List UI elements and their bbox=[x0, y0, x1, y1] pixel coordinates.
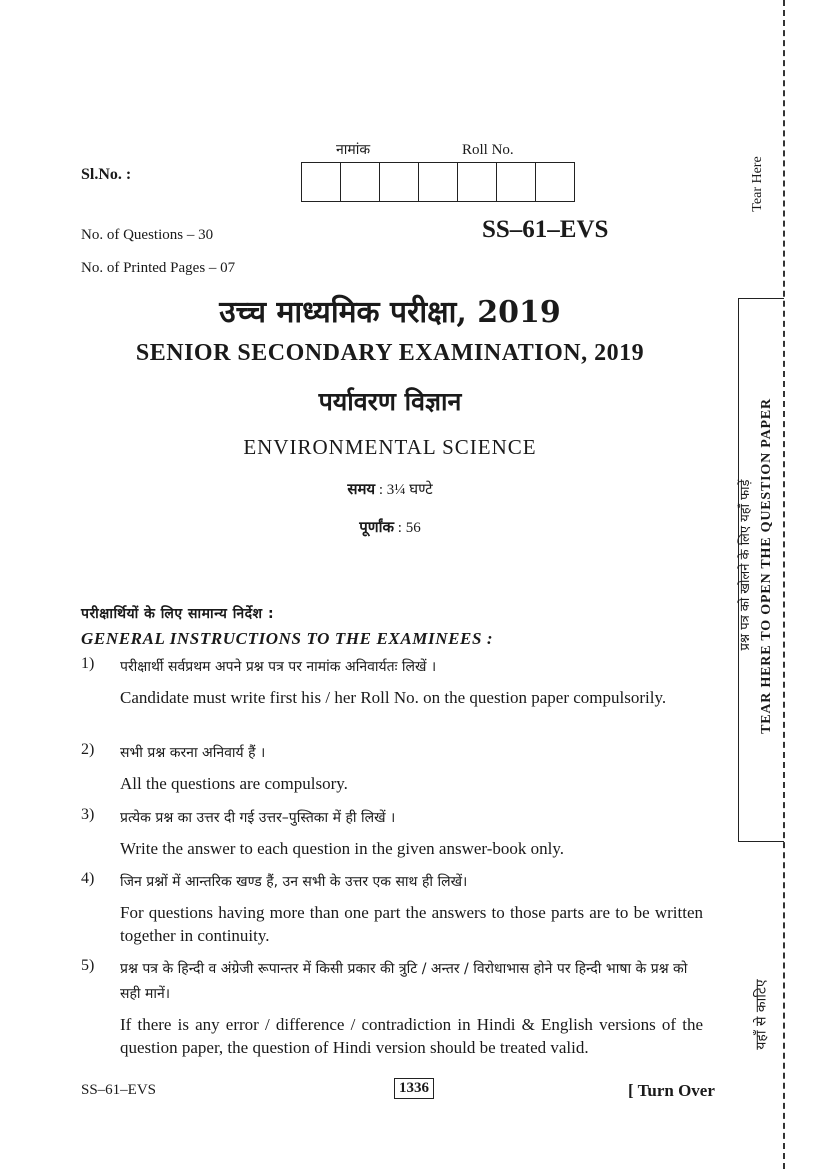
time-value: : 3¼ घण्टे bbox=[375, 482, 433, 498]
instruction-item bbox=[81, 806, 703, 860]
time-allowed bbox=[0, 479, 780, 499]
instruction-number: 3) bbox=[81, 806, 95, 823]
instruction-text: All the questions are compulsory. bbox=[120, 774, 348, 793]
tear-instruction-hindi: प्रश्न पत्र को खोलने के लिए यहाँ फाड़ें bbox=[738, 479, 753, 651]
roll-number-box[interactable] bbox=[380, 163, 419, 201]
number-of-printed-pages: No. of Printed Pages – 07 bbox=[81, 260, 236, 276]
cut-here-label-hindi: यहाँ से काटिए bbox=[753, 979, 770, 1050]
roll-number-label: Roll No. bbox=[462, 142, 514, 158]
roll-number-box[interactable] bbox=[458, 163, 497, 201]
footer-paper-number: 1336 bbox=[394, 1078, 434, 1099]
roll-number-box[interactable] bbox=[341, 163, 380, 201]
tear-here-label: Tear Here bbox=[750, 156, 765, 212]
serial-number-label: Sl.No. : bbox=[81, 166, 132, 183]
instruction-text-hindi: सभी प्रश्न करना अनिवार्य हैं । bbox=[120, 745, 266, 761]
instruction-text: Write the answer to each question in the given answer-book only. bbox=[120, 839, 564, 858]
number-of-questions: No. of Questions – 30 bbox=[81, 227, 214, 243]
instruction-item bbox=[81, 741, 703, 795]
instruction-item bbox=[81, 957, 703, 1059]
exam-title-hindi: उच्च माध्यमिक परीक्षा, 2019 bbox=[219, 295, 561, 330]
instruction-text: For questions having more than one part the answers to those parts are to be written together in continuity. bbox=[120, 903, 703, 945]
turn-over-label: [ Turn Over bbox=[628, 1081, 715, 1100]
exam-title: SENIOR SECONDARY EXAMINATION, 2019 bbox=[135, 340, 645, 366]
roll-number-box[interactable] bbox=[536, 163, 574, 201]
instruction-text-hindi: जिन प्रश्नों में आन्तरिक खण्ड हैं, उन सभी के उत्तर एक साथ ही लिखें। bbox=[120, 874, 468, 890]
marks-label: पूर्णांक bbox=[359, 518, 395, 536]
roll-number-boxes[interactable] bbox=[301, 162, 575, 202]
instruction-text-hindi: परीक्षार्थी सर्वप्रथम अपने प्रश्न पत्र पर नामांक अनिवार्यतः लिखें । bbox=[120, 659, 437, 675]
roll-number-box[interactable] bbox=[497, 163, 536, 201]
marks-value: : 56 bbox=[394, 520, 421, 536]
instruction-item bbox=[81, 870, 703, 947]
instruction-item bbox=[81, 655, 703, 709]
instruction-number: 5) bbox=[81, 957, 95, 974]
roll-number-box[interactable] bbox=[419, 163, 458, 201]
instruction-text-hindi: प्रत्येक प्रश्न का उत्तर दी गई उत्तर–पुस्तिका में ही लिखें । bbox=[120, 810, 396, 826]
instruction-number: 1) bbox=[81, 655, 95, 672]
time-label: समय bbox=[347, 480, 376, 498]
roll-number-label-hindi: नामांक bbox=[336, 142, 371, 158]
tear-instruction: TEAR HERE TO OPEN THE QUESTION PAPER bbox=[759, 398, 774, 734]
instruction-text: Candidate must write first his / her Roll No. on the question paper compulsorily. bbox=[120, 688, 667, 707]
instruction-text-hindi: प्रश्न पत्र के हिन्दी व अंग्रेजी रूपान्तर में किसी प्रकार की त्रुटि / अन्तर / विरोधाभास होने पर हिन्दी भाषा के प्रश्न को सही मानें। bbox=[120, 961, 688, 1002]
instruction-number: 2) bbox=[81, 741, 95, 758]
maximum-marks bbox=[0, 517, 780, 537]
subject-title: ENVIRONMENTAL SCIENCE bbox=[243, 435, 537, 459]
instruction-text: If there is any error / difference / contradiction in Hindi & English versions of the question paper, the question of Hindi version should be treated valid. bbox=[120, 1015, 703, 1057]
roll-number-box[interactable] bbox=[302, 163, 341, 201]
instructions-heading-hindi: परीक्षार्थियों के लिए सामान्य निर्देश : bbox=[81, 606, 275, 622]
paper-code: SS–61–EVS bbox=[482, 216, 609, 243]
instructions-heading: GENERAL INSTRUCTIONS TO THE EXAMINEES : bbox=[81, 629, 494, 648]
instruction-number: 4) bbox=[81, 870, 95, 887]
subject-title-hindi: पर्यावरण विज्ञान bbox=[318, 387, 462, 416]
footer-paper-code: SS–61–EVS bbox=[81, 1082, 157, 1098]
